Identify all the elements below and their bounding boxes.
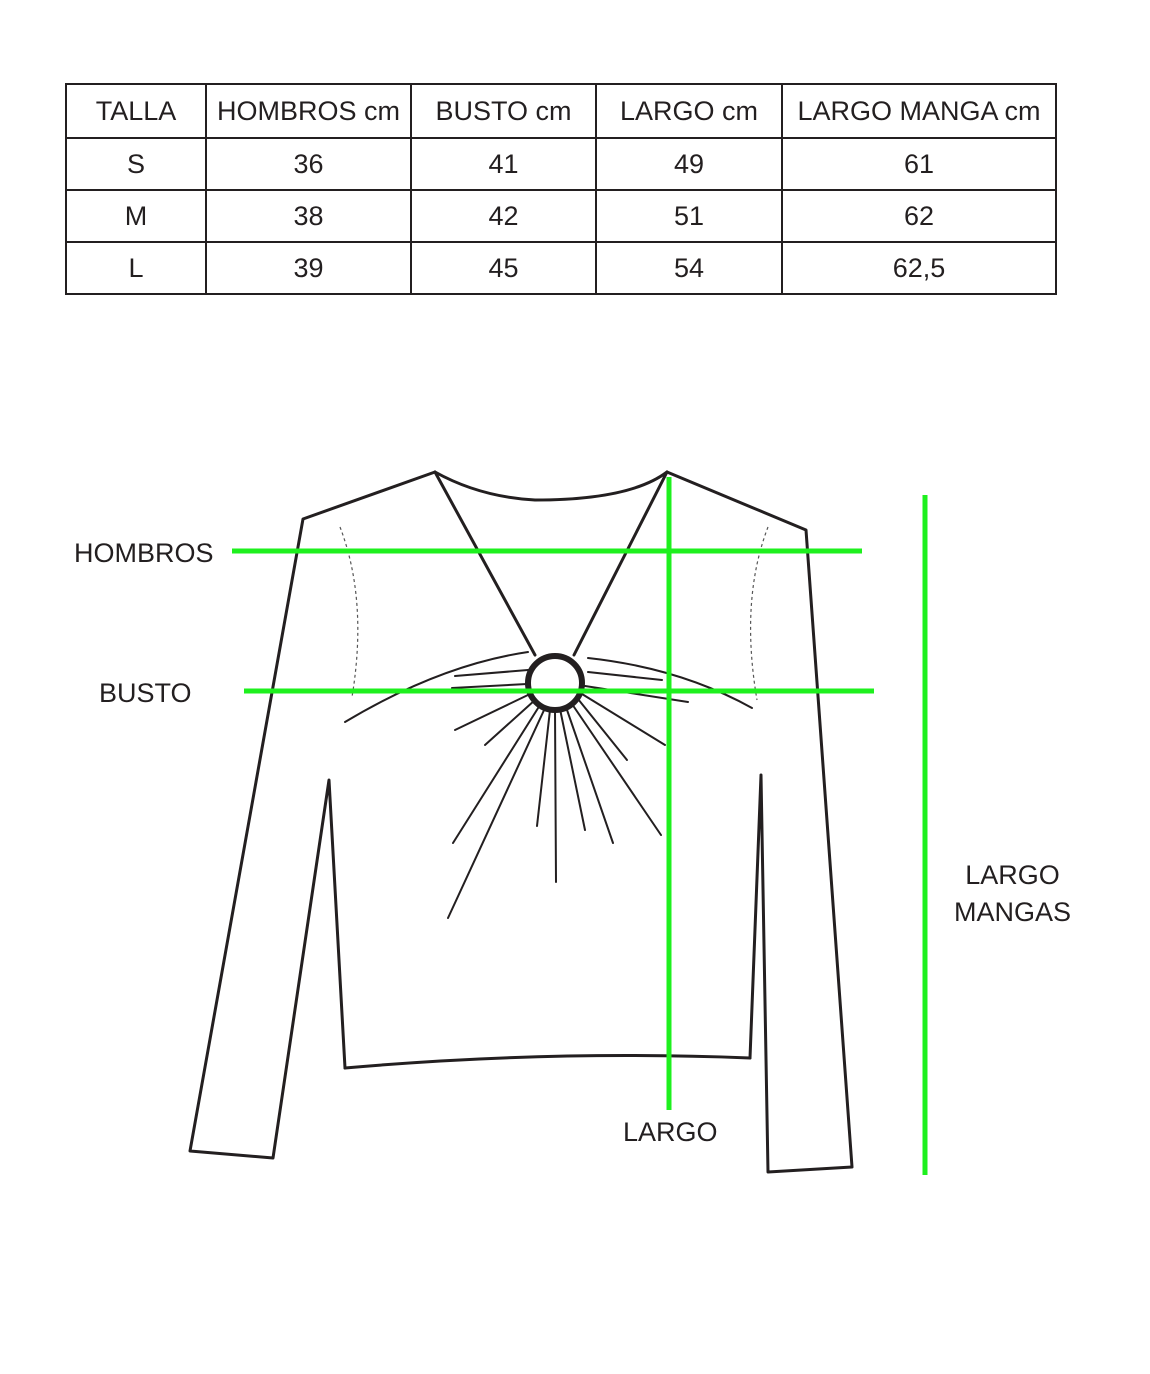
- largo-manga-cell: 61: [782, 138, 1056, 190]
- right-sleeve-outline: [667, 472, 852, 1172]
- busto-cell: 42: [411, 190, 596, 242]
- drape-line: [585, 686, 688, 702]
- busto-label: BUSTO: [99, 678, 192, 708]
- drape-line: [555, 710, 556, 882]
- largo-label: LARGO: [623, 1117, 718, 1147]
- drape-line: [572, 704, 661, 835]
- busto-cell: 45: [411, 242, 596, 294]
- size-cell: S: [66, 138, 206, 190]
- largo-manga-cell: 62: [782, 190, 1056, 242]
- drape-line: [537, 710, 550, 826]
- largo-manga-cell: 62,5: [782, 242, 1056, 294]
- hombros-cell: 36: [206, 138, 411, 190]
- header-hombros: HOMBROS cm: [206, 84, 411, 138]
- hombros-cell: 39: [206, 242, 411, 294]
- drape-line: [455, 670, 528, 676]
- drape-line: [485, 700, 535, 745]
- measurement-lines: [232, 477, 925, 1175]
- drape-line: [345, 652, 528, 722]
- largo-cell: 51: [596, 190, 782, 242]
- busto-cell: 41: [411, 138, 596, 190]
- header-talla: TALLA: [66, 84, 206, 138]
- garment-outline: [190, 472, 852, 1172]
- largo-mangas-label-line1: LARGO: [965, 860, 1060, 890]
- back-neckline: [435, 472, 667, 500]
- left-sleeve-outline: [190, 472, 435, 1158]
- size-cell: L: [66, 242, 206, 294]
- largo-mangas-label: [940, 857, 1085, 931]
- largo-cell: 49: [596, 138, 782, 190]
- front-ring: [528, 656, 582, 710]
- hem-outline: [345, 1056, 750, 1068]
- hombros-label: HOMBROS: [74, 538, 214, 568]
- header-largo-manga: LARGO MANGA cm: [782, 84, 1056, 138]
- drape-line: [448, 708, 545, 918]
- hombros-cell: 38: [206, 190, 411, 242]
- drape-line: [578, 699, 627, 760]
- drape-line: [455, 694, 530, 730]
- header-busto: BUSTO cm: [411, 84, 596, 138]
- header-largo: LARGO cm: [596, 84, 782, 138]
- drape-line: [452, 684, 527, 688]
- drape-line: [588, 672, 662, 680]
- size-cell: M: [66, 190, 206, 242]
- largo-mangas-label-line2: MANGAS: [953, 897, 1072, 927]
- largo-cell: 54: [596, 242, 782, 294]
